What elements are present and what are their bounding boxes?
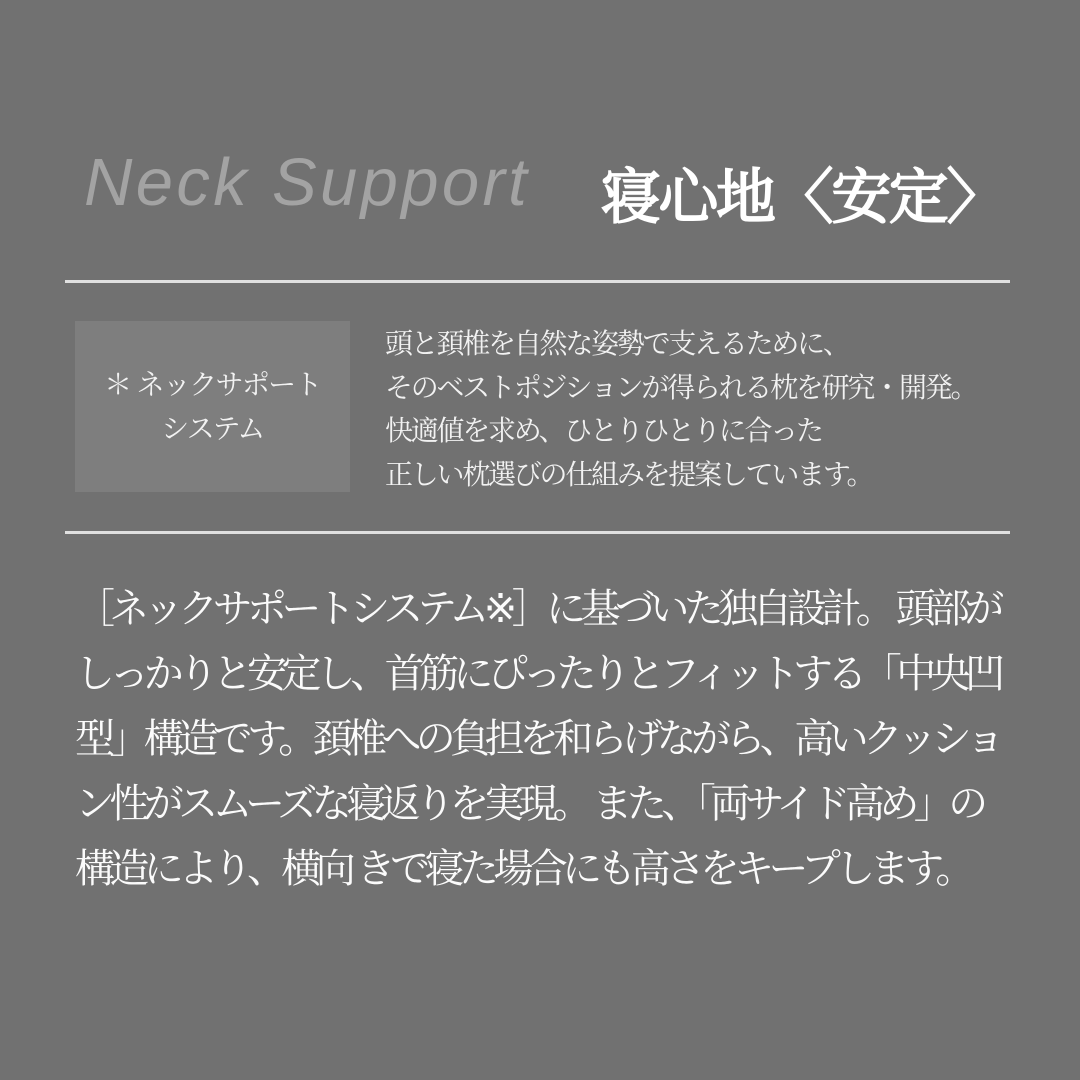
page-title: 寝心地〈安定〉 [600, 164, 1004, 231]
note-label-box [75, 321, 350, 492]
note-description-line-2: そのベストポジションが得られる枕を研究・開発。 [385, 371, 977, 403]
note-label-line-1: ＊ ネックサポート [104, 368, 321, 400]
note-description-line-1: 頭と頚椎を自然な姿勢で支えるために、 [385, 328, 849, 359]
body-paragraph-line-1: ［ネックサポートシステム※］に基づいた独自設計。 頭部が [75, 587, 999, 631]
bottom-divider [65, 531, 1010, 534]
note-description-line-4: 正しい枕選びの仕組みを提案しています。 [385, 458, 873, 490]
body-paragraph-line-2: しっかりと安定し、首筋にぴったりとフィットする「中央凹 [75, 652, 1000, 696]
note-label-line-2: システム [161, 412, 264, 444]
note-description-line-3: 快適値を求め、ひとりひとりに合った [385, 415, 822, 446]
body-paragraph-line-4: ン性がスムーズな寝返りを実現。 また、「両サイド高め」の [75, 782, 983, 826]
body-paragraph [75, 577, 1000, 902]
brand-text: Neck Support [84, 145, 531, 220]
body-paragraph-line-5: 構造により、横向 きで寝た場合にも高さをキープします。 [75, 847, 970, 891]
body-paragraph-line-3: 型」構造です。頚椎への負担を和らげながら、高いクッショ [75, 717, 1000, 761]
note-description [385, 322, 976, 496]
top-divider [65, 280, 1010, 283]
